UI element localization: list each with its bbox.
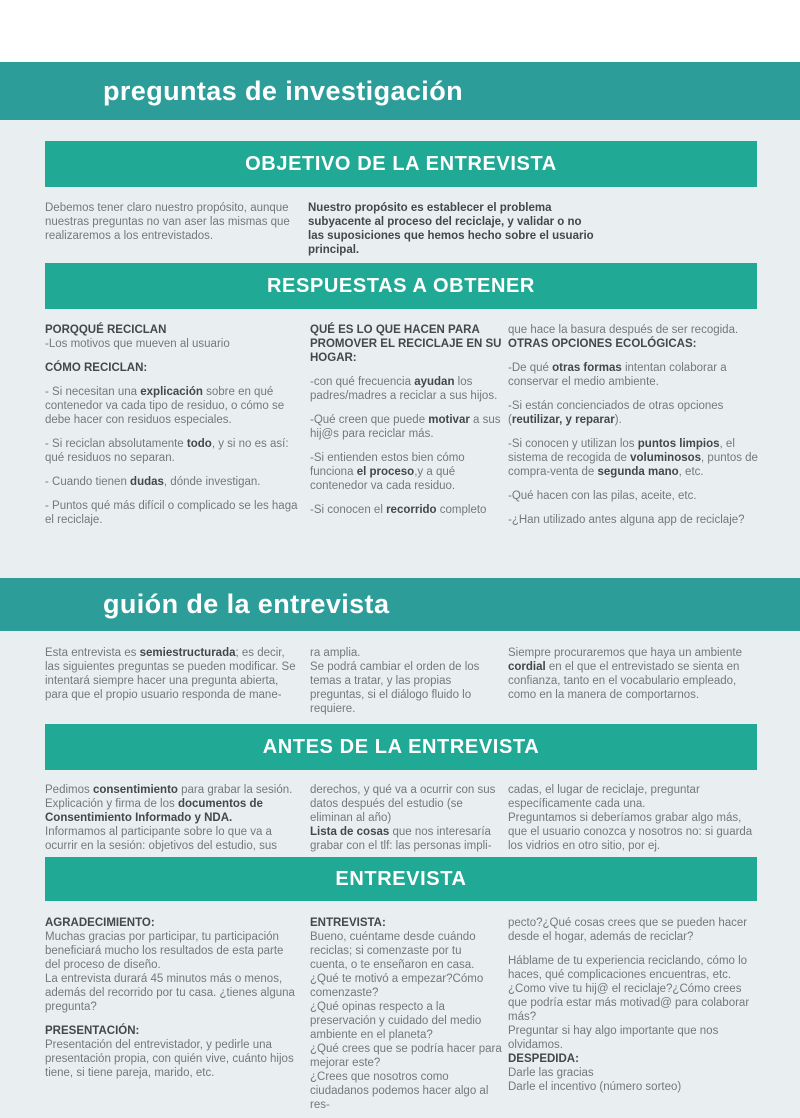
section-title-entrevista: ENTREVISTA — [335, 867, 467, 890]
paragraph: pecto?¿Qué cosas crees que se pueden hacer desde el hogar, además de reciclar? — [508, 917, 748, 943]
paragraph: Informamos al participante sobre lo que va a ocurrir en la sesión: objetivos del estudio, sus — [45, 826, 278, 852]
paragraph: Presentación del entrevistador, y pedirle una presentación propia, con quién vive, cuánto hijos tiene, si tiene pareja, marido, etc. — [45, 1039, 294, 1079]
text-column — [310, 323, 502, 517]
paragraph-heading: CÓMO RECICLAN: — [45, 362, 148, 374]
section-band-guion — [0, 578, 800, 631]
paragraph: Nuestro propósito es establecer el problema subyacente al proceso del reciclaje, y validar o no las suposiciones que hemos hecho sobre el usuario principal. — [308, 202, 594, 256]
text-column — [45, 916, 298, 1080]
paragraph-heading: ENTREVISTA: — [310, 917, 386, 929]
paragraph: -¿Han utilizado antes alguna app de reciclaje? — [508, 514, 745, 526]
paragraph: -Si entienden estos bien cómo funciona el proceso,y a qué contenedor va cada residuo. — [310, 452, 465, 492]
paragraph-heading: OTRAS OPCIONES ECOLÓGICAS: — [508, 338, 697, 350]
text-column — [508, 323, 763, 527]
paragraph: - Si reciclan absolutamente todo, y si no es así: qué residuos no separan. — [45, 438, 289, 464]
text-column — [45, 646, 298, 702]
paragraph: que hace la basura después de ser recogida. — [508, 324, 739, 336]
paragraph: Darle el incentivo (número sorteo) — [508, 1081, 682, 1093]
text-column — [310, 646, 502, 716]
page-title: preguntas de investigación — [103, 76, 463, 106]
paragraph: Bueno, cuéntame desde cuándo reciclas; si comenzaste por tu cuenta, o te enseñaron en casa. — [310, 931, 476, 971]
text-column — [308, 201, 600, 257]
paragraph: Se podrá cambiar el orden de los temas a tratar, y las propias preguntas, si el diálogo fluido lo requiere. — [310, 661, 480, 715]
page-header-band — [0, 62, 800, 120]
paragraph-heading: PRESENTACIÓN: — [45, 1025, 140, 1037]
paragraph: Preguntar si hay algo importante que nos olvidamos. — [508, 1025, 719, 1051]
paragraph: Háblame de tu experiencia reciclando, cómo lo haces, qué complicaciones encuentras, etc. — [508, 955, 748, 981]
guion-title: guión de la entrevista — [103, 589, 390, 619]
paragraph: -con qué frecuencia ayudan los padres/madres a reciclar a sus hijos. — [310, 376, 498, 402]
paragraph: -Si están concienciados de otras opciones (reutilizar, y reparar). — [508, 400, 724, 426]
paragraph-heading: AGRADECIMIENTO: — [45, 917, 155, 929]
paragraph: Siempre procuraremos que haya un ambiente cordial en el que el entrevistado se sienta en confianza, tanto en el vocabulario empleado, como en la manera de comportarnos. — [508, 647, 742, 701]
paragraph-heading: DESPEDIDA: — [508, 1053, 579, 1065]
paragraph: Muchas gracias por participar, tu participación beneficiará mucho los resultados de esta parte del proceso de diseño. — [45, 931, 284, 971]
text-column — [45, 783, 298, 853]
paragraph: - Cuando tienen dudas, dónde investigan. — [45, 476, 261, 488]
text-column — [310, 916, 502, 1112]
section-title-antes: ANTES DE LA ENTREVISTA — [262, 735, 540, 758]
text-column — [310, 783, 502, 853]
paragraph-heading: QUÉ ES LO QUE HACEN PARA PROMOVER EL RECICLAJE EN SU HOGAR: — [310, 324, 502, 364]
paragraph: - Puntos qué más difícil o complicado se les haga el reciclaje. — [45, 500, 298, 526]
section-header-entrevista — [45, 857, 757, 901]
paragraph: Darle las gracias — [508, 1067, 594, 1079]
paragraph: - Si necesitan una explicación sobre en qué contenedor va cada tipo de residuo, o cómo se debe hacer con residuos especiales. — [45, 386, 285, 426]
paragraph: ra amplia. — [310, 647, 361, 659]
page-content — [0, 120, 800, 1118]
text-column — [508, 783, 763, 853]
paragraph: La entrevista durará 45 minutos más o menos, además del recorrido por tu casa. ¿tienes alguna pregunta? — [45, 973, 295, 1013]
paragraph: ¿Qué opinas respecto a la preservación y cuidado del medio ambiente en el planeta? — [310, 1001, 482, 1041]
paragraph: -Qué creen que puede motivar a sus hij@s para reciclar más. — [310, 414, 501, 440]
paragraph: cadas, el lugar de reciclaje, preguntar específicamente cada una. — [508, 784, 700, 810]
paragraph: Preguntamos si deberíamos grabar algo más, que el usuario conozca y nosotros no: si guarda los vidrios en otro sitio, por ej. — [508, 812, 753, 852]
paragraph: ¿Qué te motivó a empezar?Cómo comenzaste? — [310, 973, 484, 999]
paragraph-heading: PORQQUÉ RECICLAN — [45, 324, 167, 336]
section-title-respuestas: RESPUESTAS A OBTENER — [267, 274, 535, 297]
paragraph: -Qué hacen con las pilas, aceite, etc. — [508, 490, 697, 502]
paragraph: ¿Como vive tu hij@ el reciclaje?¿Cómo crees que podría estar más motivad@ para colaborar más? — [508, 983, 750, 1023]
text-column — [508, 916, 763, 1094]
paragraph: -Los motivos que mueven al usuario — [45, 338, 230, 350]
text-column — [45, 201, 295, 243]
paragraph: ¿Qué crees que se podría hacer para mejorar este? — [310, 1043, 502, 1069]
paragraph: -Si conocen el recorrido completo — [310, 504, 487, 516]
paragraph: Lista de cosas que nos interesaría grabar con el tlf: las personas impli- — [310, 826, 492, 852]
paragraph: -De qué otras formas intentan colaborar a conservar el medio ambiente. — [508, 362, 727, 388]
text-column — [45, 323, 298, 527]
section-header-respuestas — [45, 263, 757, 309]
paragraph: derechos, y qué va a ocurrir con sus datos después del estudio (se eliminan al año) — [310, 784, 496, 824]
section-header-objetivo — [45, 141, 757, 187]
section-header-antes — [45, 724, 757, 770]
paragraph: Esta entrevista es semiestructurada; es decir, las siguientes preguntas se pueden modificar. Se intentará siempre hacer una pregunta abierta, para que el propio usuario responda de mane- — [45, 647, 296, 701]
paragraph: ¿Crees que nosotros como ciudadanos podemos hacer algo al res- — [310, 1071, 489, 1111]
text-column — [508, 646, 763, 702]
paragraph: Pedimos consentimiento para grabar la sesión. Explicación y firma de los documentos de Consentimiento Informado y NDA. — [45, 784, 293, 824]
paragraph: Debemos tener claro nuestro propósito, aunque nuestras preguntas no van aser las mismas que realizaremos a los entrevistados. — [45, 202, 290, 242]
paragraph: -Si conocen y utilizan los puntos limpios, el sistema de recogida de voluminosos, puntos de compra-venta de segunda mano, etc. — [508, 438, 758, 478]
section-title-objetivo: OBJETIVO DE LA ENTREVISTA — [245, 152, 557, 175]
